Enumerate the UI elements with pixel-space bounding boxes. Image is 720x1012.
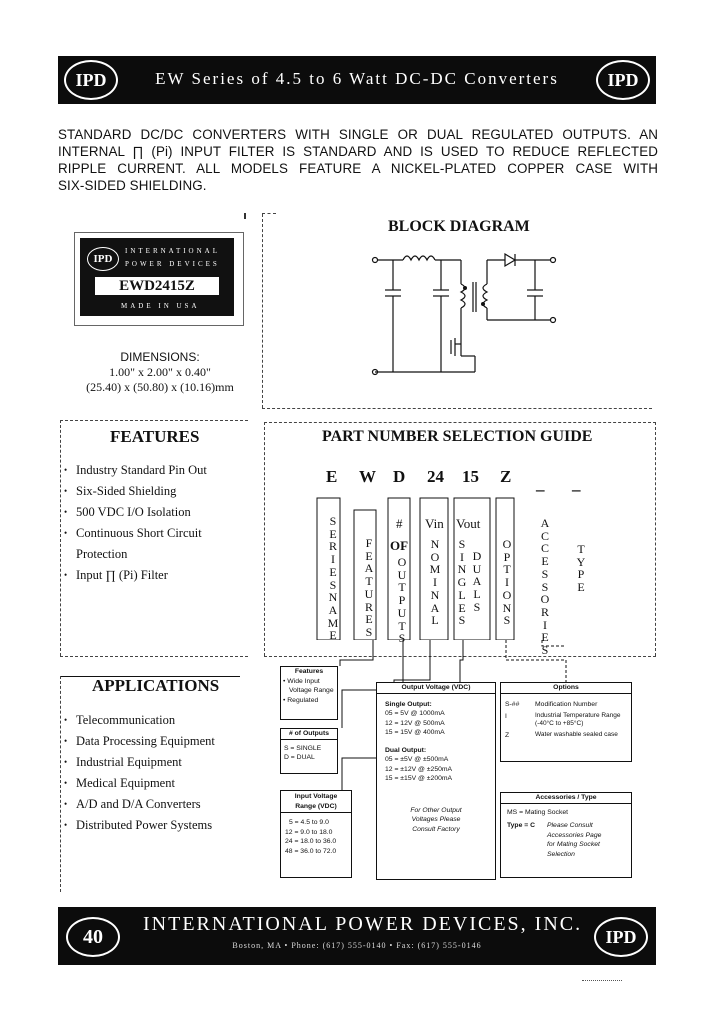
col-singles-text: S I N G L E S — [457, 537, 467, 628]
company-address: Boston, MA • Phone: (617) 555-0140 • Fax: (617) 555-0146 — [232, 941, 482, 950]
vin-box-line: 5 = 4.5 to 9.0 — [289, 819, 329, 826]
intro-line-4: SIX-SIDED SHIELDING. — [58, 178, 207, 193]
vout-code-box — [376, 682, 496, 880]
accessories-type-row — [501, 817, 631, 859]
header-banner — [58, 56, 656, 104]
col-accessories — [538, 517, 552, 657]
applications-title: APPLICATIONS — [92, 676, 220, 695]
accessories-code-box — [500, 792, 632, 878]
product-label-face — [80, 238, 234, 316]
divider — [262, 213, 276, 214]
col-vin-text: N O M I N A L — [429, 537, 441, 628]
vout-note: For Other Output — [410, 806, 462, 814]
pn-options: Z — [500, 467, 512, 486]
options-key: Z — [505, 732, 510, 739]
options-val: Modification Number — [535, 700, 598, 708]
features-box-line: • Regulated — [283, 696, 319, 704]
vout-single-line: 12 = 12V @ 500mA — [385, 719, 445, 727]
brand-line-2: POWER DEVICES — [125, 260, 220, 268]
pn-series-w: W — [359, 467, 376, 486]
col-duals-text: D U A L S — [472, 549, 482, 614]
divider — [655, 422, 656, 656]
ipd-logo-right: IPD — [596, 60, 650, 100]
application-item: • Data Processing Equipment — [62, 731, 215, 752]
options-row — [501, 709, 631, 728]
company-name: INTERNATIONAL POWER DEVICES, INC. — [143, 913, 583, 935]
options-row — [501, 694, 631, 710]
pn-vout: 15 — [462, 467, 479, 486]
col-type — [574, 543, 588, 594]
intro-paragraph — [58, 126, 658, 194]
vout-dual-line: 12 = ±12V @ ±250mA — [385, 765, 453, 773]
outputs-box-line: D = DUAL — [284, 754, 315, 761]
vout-single-hdr: Single Output: — [385, 700, 432, 708]
ipd-logo-product: IPD — [87, 247, 119, 271]
divider — [264, 422, 656, 423]
vout-dual-line: 05 = ±5V @ ±500mA — [385, 756, 449, 763]
ipd-logo-footer: IPD — [594, 917, 648, 957]
divider — [262, 214, 263, 408]
features-box-line: Voltage Range — [289, 687, 334, 694]
pn-accessory-blank: _ — [536, 474, 545, 493]
features-title: FEATURES — [110, 427, 200, 446]
application-item: • Medical Equipment — [62, 773, 215, 794]
accessories-line: MS = Mating Socket — [507, 808, 569, 816]
options-val: Industrial Temperature Range (-40°C to +85°C) — [535, 712, 621, 727]
brand-line-1: INTERNATIONAL — [125, 247, 220, 255]
options-row — [501, 728, 631, 741]
dimensions — [60, 350, 260, 395]
col-accessories-text: A C C E S S O R I E S — [540, 516, 550, 658]
col-type-text: T Y P E — [576, 542, 586, 595]
col-vin-hdr: Vin — [425, 516, 444, 531]
block-diagram-title: BLOCK DIAGRAM — [388, 218, 530, 235]
footer-banner — [58, 907, 656, 965]
options-key: I — [505, 713, 507, 720]
feature-item: • 500 VDC I/O Isolation — [62, 502, 207, 523]
type-key: Type = C — [507, 822, 536, 829]
dimensions-heading: DIMENSIONS: — [120, 350, 200, 364]
options-box-title: Options — [501, 683, 631, 694]
dimensions-metric: (25.40) x (50.80) x (10.16)mm — [86, 380, 234, 394]
feature-item: • Input ∏ (Pi) Filter — [62, 565, 207, 586]
col-duals — [470, 550, 484, 614]
type-note-line: Selection — [547, 850, 575, 858]
intro-line-1: STANDARD DC/DC CONVERTERS WITH SINGLE OR DUAL REGULATED OUTPUTS. AN — [58, 127, 658, 142]
tick-mark — [244, 213, 246, 219]
vout-dual-line: 15 = ±15V @ ±200mA — [385, 775, 453, 782]
applications-list — [62, 710, 215, 836]
vin-box-line: 12 = 9.0 to 18.0 — [285, 828, 333, 836]
col-series-name — [326, 515, 340, 642]
application-item: • Industrial Equipment — [62, 752, 215, 773]
vin-box-line: 24 = 18.0 to 36.0 — [285, 838, 337, 845]
col-outputs-hdr2: OF — [390, 538, 409, 553]
col-outputs — [395, 556, 409, 645]
col-options — [500, 538, 514, 627]
divider — [60, 420, 248, 421]
divider — [60, 676, 61, 892]
vout-note: Consult Factory — [412, 825, 460, 833]
divider — [264, 422, 265, 656]
page-number: 40 — [66, 917, 120, 957]
block-diagram-schematic — [365, 244, 565, 380]
options-val: Water washable sealed case — [535, 731, 618, 738]
col-singles — [455, 538, 469, 627]
col-vin — [428, 538, 442, 627]
intro-line-3: RIPPLE CURRENT. ALL MODELS FEATURE A NICKEL-PLATED COPPER CASE WITH — [58, 161, 658, 176]
type-note-line: Accessories Page — [547, 831, 602, 839]
features-code-box — [280, 666, 338, 720]
dimensions-imperial: 1.00" x 2.00" x 0.40" — [109, 365, 211, 379]
made-in: MADE IN USA — [121, 302, 200, 310]
vout-box-title: Output Voltage (VDC) — [377, 683, 495, 694]
vin-box-title: Input Voltage Range (VDC) — [281, 791, 351, 813]
col-features — [362, 537, 376, 639]
feature-item: • Six-Sided Shielding — [62, 481, 207, 502]
pn-series-e: E — [326, 467, 338, 486]
features-box-title: Features — [294, 668, 324, 675]
col-features-text: F E A T U R E S — [364, 536, 374, 639]
vout-dual-hdr: Dual Output: — [385, 746, 427, 754]
page-title: EW Series of 4.5 to 6 Watt DC-DC Converters — [155, 69, 559, 88]
ipd-logo-left: IPD — [64, 60, 118, 100]
part-guide-title: PART NUMBER SELECTION GUIDE — [322, 428, 593, 445]
pn-outputs: D — [393, 467, 406, 486]
application-item: • Distributed Power Systems — [62, 815, 215, 836]
feature-item: • Continuous Short Circuit — [62, 523, 207, 544]
product-label — [74, 232, 244, 326]
divider — [262, 408, 652, 409]
type-note — [547, 821, 601, 859]
col-series-name-text: S E R I E S N A M E — [327, 514, 339, 643]
col-options-text: O P T I O N S — [502, 537, 512, 628]
feature-continuation-text: Protection — [76, 547, 128, 561]
outputs-box-title: # of Outputs — [281, 729, 337, 740]
outputs-code-box — [280, 728, 338, 774]
options-key: S-## — [505, 700, 520, 708]
vout-single-line: 15 = 15V @ 400mA — [385, 729, 445, 736]
intro-line-2: INTERNAL ∏ (Pi) INPUT FILTER IS STANDARD AND IS USED TO REDUCE REFLECTED — [58, 144, 658, 159]
feature-item-continuation — [62, 544, 207, 565]
features-box-line: • Wide Input — [283, 677, 320, 685]
application-item: • A/D and D/A Converters — [62, 794, 215, 815]
vin-box-line: 48 = 36.0 to 72.0 — [285, 847, 337, 855]
smudge — [582, 980, 622, 987]
model-number: EWD2415Z — [95, 277, 219, 295]
pn-vin: 24 — [427, 467, 444, 486]
options-code-box — [500, 682, 632, 762]
feature-item: • Industry Standard Pin Out — [62, 460, 207, 481]
vin-code-box — [280, 790, 352, 878]
features-list — [62, 460, 207, 586]
outputs-box-line: S = SINGLE — [284, 744, 322, 752]
divider — [60, 420, 61, 656]
col-vout-hdr: Vout — [456, 516, 481, 531]
type-note-line: for Mating Socket — [547, 841, 600, 848]
col-outputs-text: O U T P U T S — [397, 555, 407, 646]
divider — [60, 656, 248, 657]
vout-note: Voltages Please — [411, 816, 461, 823]
col-outputs-hdr: # — [396, 516, 403, 531]
vout-single-line: 05 = 5V @ 1000mA — [385, 710, 445, 717]
type-note-line: Please Consult — [547, 822, 593, 829]
pn-type-blank: _ — [572, 474, 581, 493]
application-item: • Telecommunication — [62, 710, 215, 731]
accessories-box-title: Accessories / Type — [501, 793, 631, 804]
